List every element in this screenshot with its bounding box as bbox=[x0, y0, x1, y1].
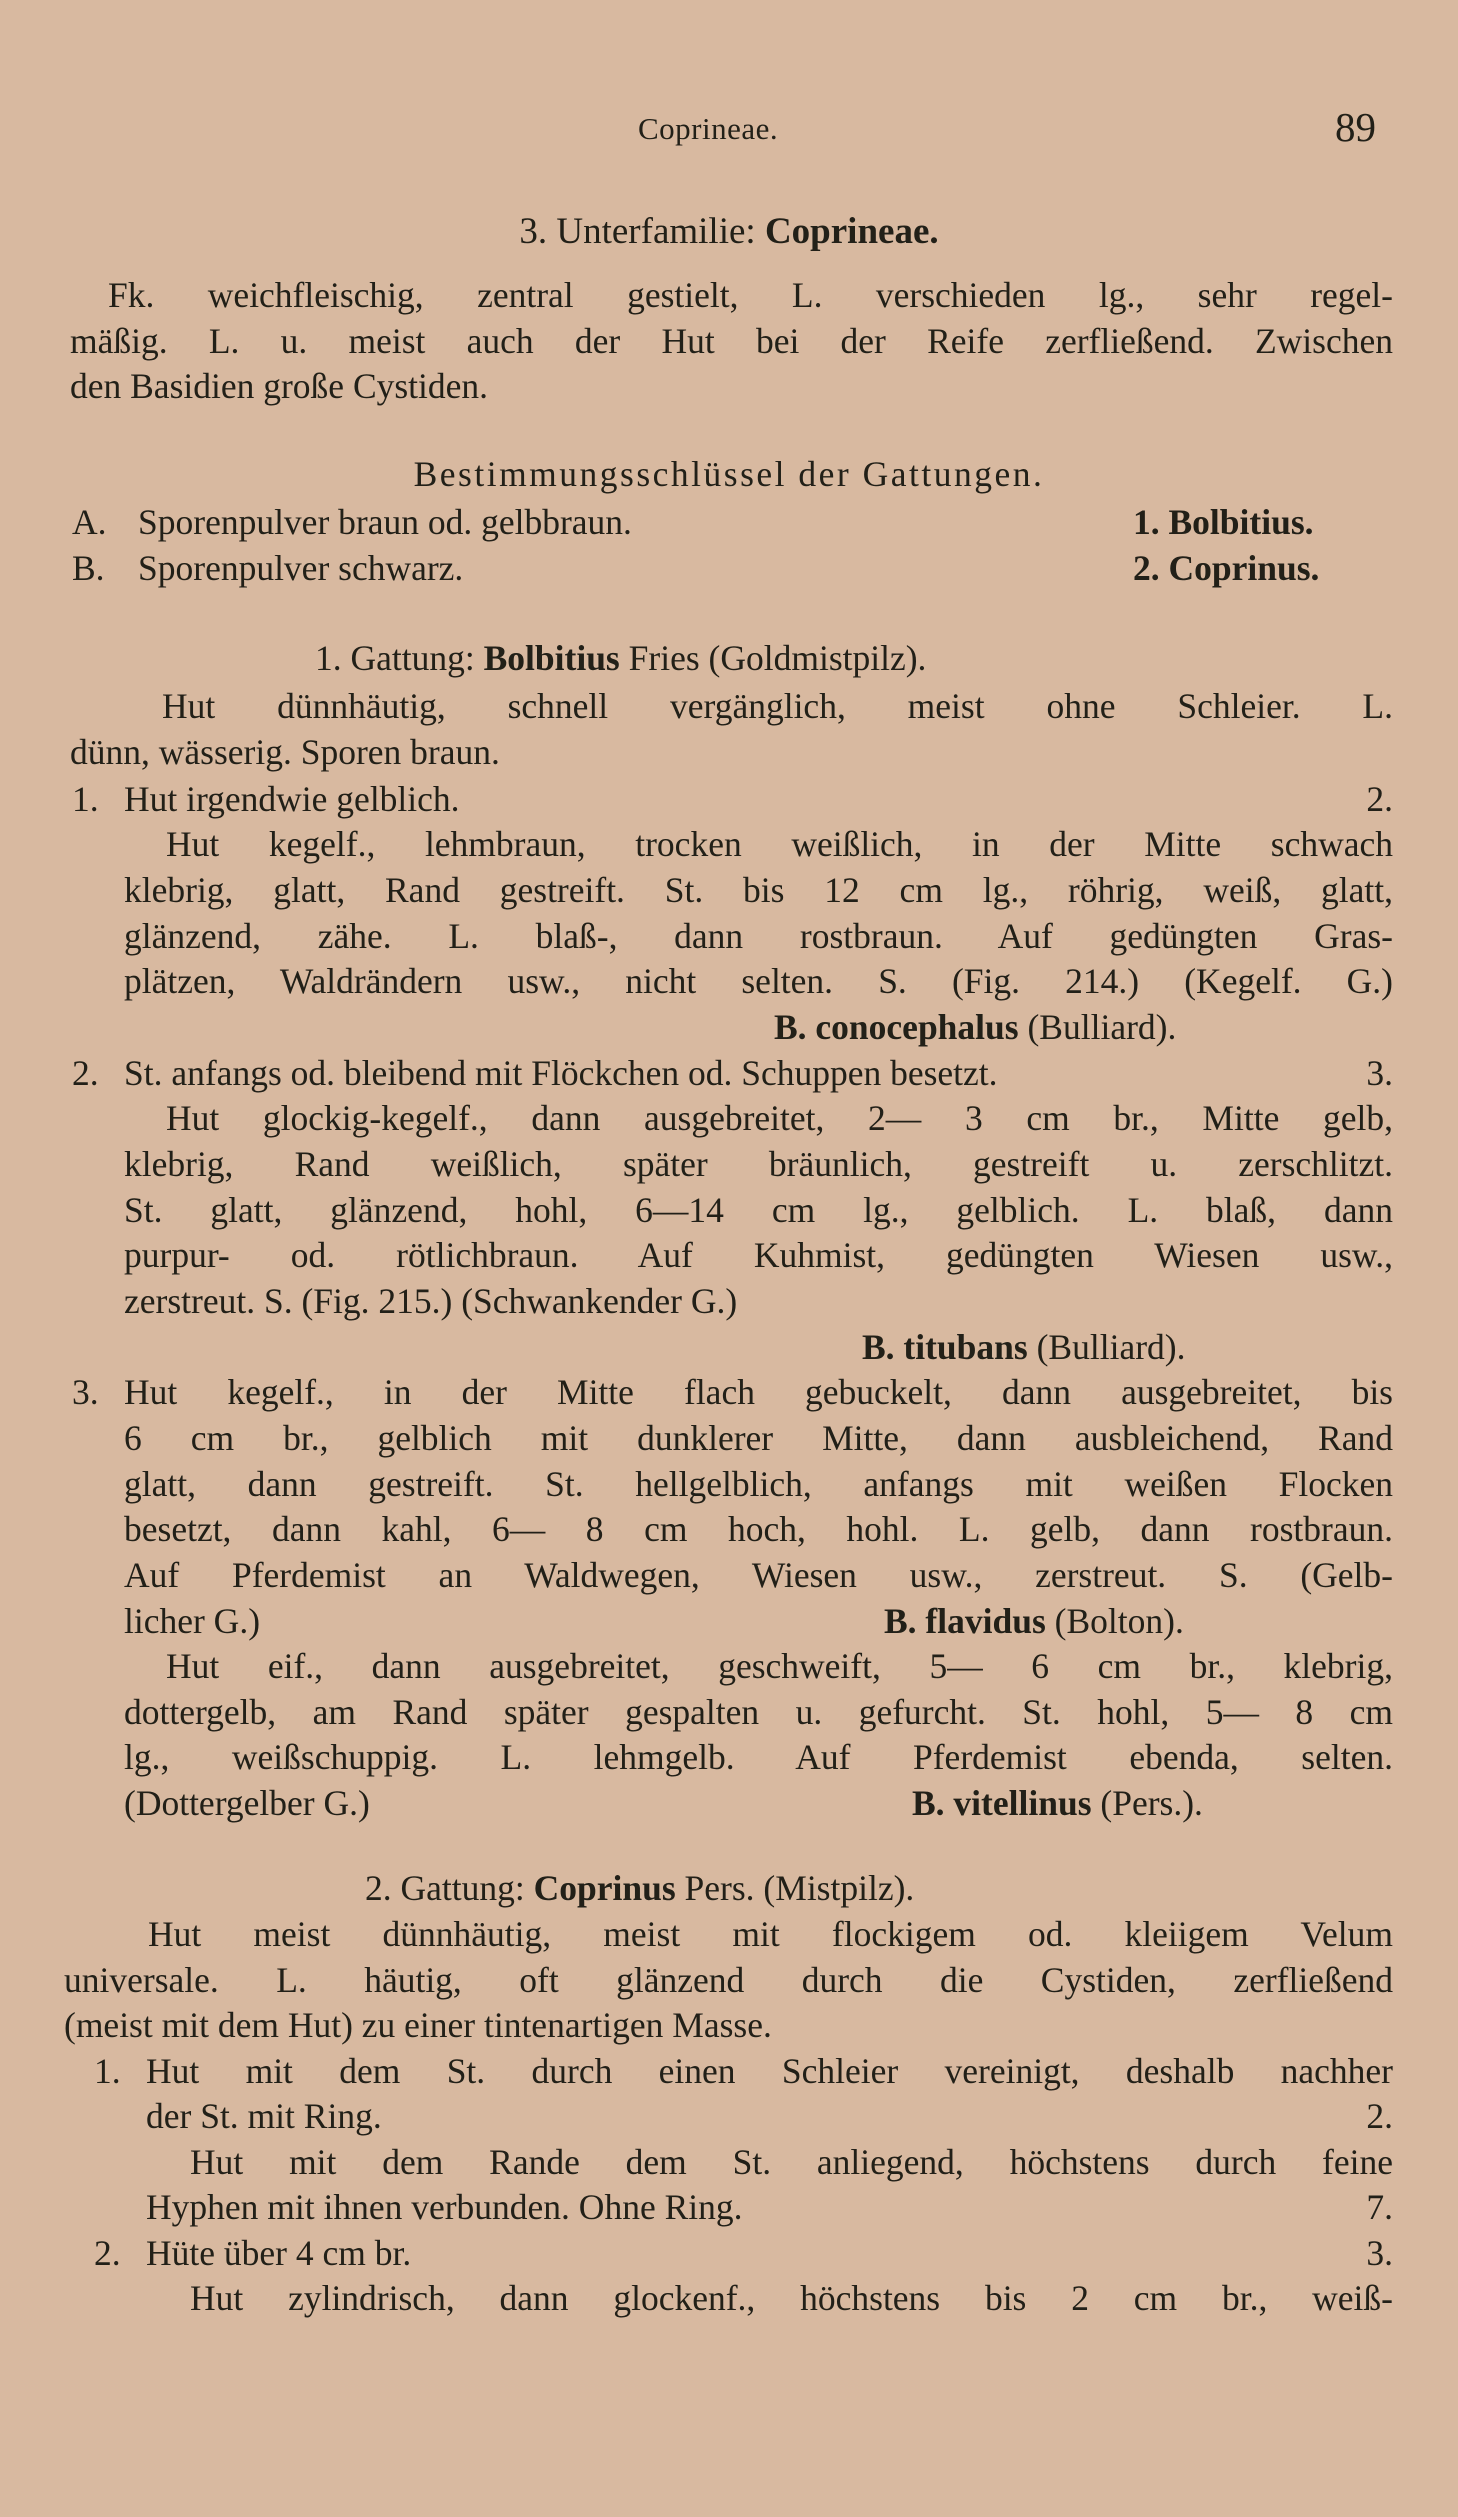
coprinus-couplet-2-number: 2. bbox=[94, 2233, 121, 2273]
couplet-1-ref: 2. bbox=[1366, 779, 1393, 819]
coprinus-couplet-2b-line-1: Hut zylindrisch, dann glockenf., höchstens bis 2 cm br., weiß- bbox=[190, 2278, 1393, 2318]
genus2-heading-post: Pers. (Mistpilz). bbox=[675, 1868, 915, 1908]
p2-line-2: klebrig, Rand weißlich, später bräunlich, gestreift u. zerschlitzt. bbox=[124, 1144, 1393, 1184]
p1-line-3: glänzend, zähe. L. blaß-, dann rostbraun. Auf gedüngten Gras- bbox=[124, 916, 1393, 956]
key-title: Bestimmungsschlüssel der Gattungen. bbox=[413, 454, 1045, 494]
genus1-heading bbox=[315, 636, 926, 680]
genus2-heading bbox=[365, 1866, 914, 1910]
subfamily-prefix: 3. Unterfamilie: bbox=[519, 211, 765, 252]
coprinus-couplet-2-text: Hüte über 4 cm br. bbox=[146, 2233, 412, 2273]
subfamily-heading bbox=[0, 210, 1458, 254]
p2-line-5: zerstreut. S. (Fig. 215.) (Schwankender G.) bbox=[124, 1281, 738, 1321]
species-conocephalus-name: B. conocephalus bbox=[774, 1007, 1019, 1047]
key-b-text: Sporenpulver schwarz. bbox=[138, 548, 464, 588]
key-b-ref-name: Coprinus. bbox=[1168, 548, 1320, 588]
p3-line-4: besetzt, dann kahl, 6— 8 cm hoch, hohl. L. gelb, dann rostbraun. bbox=[124, 1509, 1393, 1549]
p1-line-4: plätzen, Waldrändern usw., nicht selten. S. (Fig. 214.) (Kegelf. G.) bbox=[124, 961, 1393, 1001]
subfamily-name: Coprineae. bbox=[764, 211, 939, 252]
genus1-heading-name: Bolbitius bbox=[483, 638, 620, 678]
coprinus-couplet-1-line-1: Hut mit dem St. durch einen Schleier vereinigt, deshalb nachher bbox=[146, 2051, 1393, 2091]
p1-line-1: Hut kegelf., lehmbraun, trocken weißlich, in der Mitte schwach bbox=[166, 824, 1393, 864]
genus1-heading-pre: 1. Gattung: bbox=[315, 638, 484, 678]
species-conocephalus bbox=[774, 1005, 1176, 1049]
genus2-desc-1: Hut meist dünnhäutig, meist mit flockigem od. kleiigem Velum bbox=[148, 1914, 1393, 1954]
key-a-ref-num: 1. bbox=[1133, 502, 1160, 542]
intro-line-2: mäßig. L. u. meist auch der Hut bei der Reife zerfließend. Zwischen bbox=[70, 321, 1393, 361]
species-vitellinus-name: B. vitellinus bbox=[912, 1783, 1092, 1823]
genus2-heading-pre: 2. Gattung: bbox=[365, 1868, 534, 1908]
p3-line-2: 6 cm br., gelblich mit dunklerer Mitte, dann ausbleichend, Rand bbox=[124, 1418, 1393, 1458]
key-a-label: A. bbox=[72, 502, 107, 542]
key-a-ref-name: Bolbitius. bbox=[1168, 502, 1314, 542]
species-vitellinus bbox=[912, 1781, 1203, 1825]
p2-line-1: Hut glockig-kegelf., dann ausgebreitet, 2— 3 cm br., Mitte gelb, bbox=[166, 1098, 1393, 1138]
coprinus-couplet-2-ref: 3. bbox=[1366, 2233, 1393, 2273]
genus2-desc-3: (meist mit dem Hut) zu einer tintenartigen Masse. bbox=[64, 2005, 772, 2045]
p3-line-5: Auf Pferdemist an Waldwegen, Wiesen usw., zerstreut. S. (Gelb- bbox=[124, 1555, 1393, 1595]
p1-line-2: klebrig, glatt, Rand gestreift. St. bis 12 cm lg., röhrig, weiß, glatt, bbox=[124, 870, 1393, 910]
coprinus-couplet-1-number: 1. bbox=[94, 2051, 121, 2091]
coprinus-couplet-1b-line-2: Hyphen mit ihnen verbunden. Ohne Ring. bbox=[146, 2187, 743, 2227]
genus2-heading-name: Coprinus bbox=[533, 1868, 676, 1908]
couplet-1-number: 1. bbox=[72, 779, 99, 819]
coprinus-couplet-1b-line-1: Hut mit dem Rande dem St. anliegend, höchstens durch feine bbox=[190, 2142, 1393, 2182]
p4-line-4: (Dottergelber G.) bbox=[124, 1783, 370, 1823]
p4-line-1: Hut eif., dann ausgebreitet, geschweift, 5— 6 cm br., klebrig, bbox=[166, 1646, 1393, 1686]
species-titubans-author: (Bulliard). bbox=[1027, 1327, 1186, 1367]
coprinus-couplet-1-line-2: der St. mit Ring. bbox=[146, 2096, 382, 2136]
species-flavidus-author: (Bolton). bbox=[1045, 1601, 1184, 1641]
genus1-desc-2: dünn, wässerig. Sporen braun. bbox=[70, 732, 500, 772]
intro-line-1: Fk. weichfleischig, zentral gestielt, L. verschieden lg., sehr regel- bbox=[108, 275, 1393, 315]
p2-line-4: purpur- od. rötlichbraun. Auf Kuhmist, gedüngten Wiesen usw., bbox=[124, 1235, 1393, 1275]
running-head: Coprineae. bbox=[638, 111, 779, 146]
p4-line-3: lg., weißschuppig. L. lehmgelb. Auf Pferdemist ebenda, selten. bbox=[124, 1737, 1393, 1777]
page-number: 89 bbox=[1335, 104, 1376, 150]
genus1-desc-1: Hut dünnhäutig, schnell vergänglich, meist ohne Schleier. L. bbox=[162, 686, 1393, 726]
species-conocephalus-author: (Bulliard). bbox=[1018, 1007, 1177, 1047]
species-flavidus bbox=[884, 1599, 1184, 1643]
key-b-label: B. bbox=[72, 548, 105, 588]
key-a-text: Sporenpulver braun od. gelbbraun. bbox=[138, 502, 632, 542]
species-titubans bbox=[862, 1325, 1185, 1369]
coprinus-couplet-1-ref: 2. bbox=[1366, 2096, 1393, 2136]
couplet-2-ref: 3. bbox=[1366, 1053, 1393, 1093]
couplet-1-text: Hut irgendwie gelblich. bbox=[124, 779, 460, 819]
coprinus-couplet-1b-ref: 7. bbox=[1366, 2187, 1393, 2227]
p2-line-3: St. glatt, glänzend, hohl, 6—14 cm lg., gelblich. L. blaß, dann bbox=[124, 1190, 1393, 1230]
couplet-3-number: 3. bbox=[72, 1372, 99, 1412]
couplet-2-text: St. anfangs od. bleibend mit Flöckchen od. Schuppen besetzt. bbox=[124, 1053, 998, 1093]
species-flavidus-name: B. flavidus bbox=[884, 1601, 1046, 1641]
page-header bbox=[0, 103, 1458, 153]
key-b-ref-num: 2. bbox=[1133, 548, 1160, 588]
species-titubans-name: B. titubans bbox=[862, 1327, 1028, 1367]
p3-line-3: glatt, dann gestreift. St. hellgelblich, anfangs mit weißen Flocken bbox=[124, 1464, 1393, 1504]
genus2-desc-2: universale. L. häutig, oft glänzend durch die Cystiden, zerfließend bbox=[64, 1960, 1393, 2000]
couplet-2-number: 2. bbox=[72, 1053, 99, 1093]
species-vitellinus-author: (Pers.). bbox=[1091, 1783, 1203, 1823]
key-b-ref bbox=[1133, 546, 1319, 590]
genus1-heading-post: Fries (Goldmistpilz). bbox=[619, 638, 927, 678]
intro-line-3: den Basidien große Cystiden. bbox=[70, 366, 489, 406]
p3-line-1: Hut kegelf., in der Mitte flach gebuckelt, dann ausgebreitet, bis bbox=[124, 1372, 1393, 1412]
p4-line-2: dottergelb, am Rand später gespalten u. gefurcht. St. hohl, 5— 8 cm bbox=[124, 1692, 1393, 1732]
key-a-ref bbox=[1133, 500, 1314, 544]
p3-line-6: licher G.) bbox=[124, 1601, 261, 1641]
